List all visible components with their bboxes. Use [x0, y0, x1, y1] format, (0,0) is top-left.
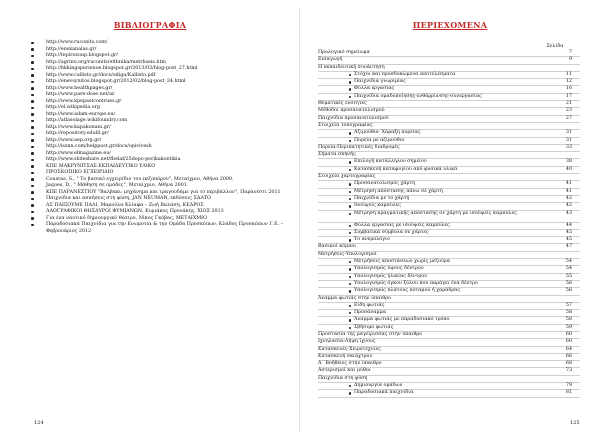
toc-entry-label: Α΄ Βοήθειες στην ύπαιθρο	[318, 361, 382, 367]
bullet-icon	[349, 169, 351, 171]
bullet-icon	[349, 319, 351, 321]
bibliography-entry-text: http://atlasolage.wikifoundry.com	[46, 118, 128, 123]
toc-entry-label: Άναμμα φωτιάς στην ύπαιθρο	[318, 295, 391, 301]
toc-entry-label: Στόχοι και προσδοκώμενα αποτελέσματα	[354, 71, 456, 77]
toc-entry-label: Μέτρηση απόστασης πάνω σε χάρτη	[354, 188, 443, 194]
bullet-icon	[31, 74, 34, 77]
toc-entry-page: 79	[565, 383, 572, 389]
toc-entry-page: 31	[565, 130, 572, 136]
toc-row	[318, 288, 580, 295]
bibliography-entry-text: ΠΡΟΣΚΟΠΙΚΟ ΕΓΧΕΙΡΙΔΙΟ	[46, 170, 114, 175]
toc-row	[318, 317, 580, 324]
bullet-icon	[349, 183, 351, 185]
bullet-icon	[31, 81, 34, 84]
toc-entry-page: 55	[565, 273, 572, 279]
bullet-icon	[349, 261, 351, 263]
toc-entry-page: 42	[565, 195, 572, 201]
bullet-icon	[31, 217, 34, 220]
bibliography-entry-text: http://issnn.com/helppost.gr/docs/opivivesh	[46, 144, 152, 149]
bullet-icon	[31, 191, 34, 194]
toc-entry-page: 16	[565, 86, 572, 92]
bibliography-entry-text: ΛΑΟΓΡΑΦΙΚΟΙ ΘΗΣΑΥΡΟΙ ΦΥΜΙΑΝΩΝ, Κυριάκος Προυάκης, ΧΙΟΣ 2013	[46, 209, 224, 214]
bullet-icon	[31, 48, 34, 51]
bullet-icon	[31, 126, 34, 129]
toc-entry-page: 59	[565, 324, 572, 330]
toc-entry-page: 21	[565, 101, 572, 107]
bullet-icon	[31, 42, 34, 45]
bullet-icon	[31, 120, 34, 123]
bibliography-entry-text: http://www.slideshare.net/fbelaf/25dopo-porikakontikia	[46, 157, 181, 162]
toc-entry-label: Προσάναμμα	[354, 310, 387, 316]
toc-entry-label: Είδη φωτιάς	[354, 302, 385, 308]
bullet-icon	[31, 139, 34, 142]
bullet-icon	[349, 392, 351, 394]
bullet-icon	[31, 198, 34, 201]
toc-row	[318, 145, 580, 152]
bullet-icon	[349, 239, 351, 241]
toc-entry-label: Στοιχεία τοπογραφίας	[318, 122, 373, 128]
toc-entry-label: Φύλλα εργασίας	[354, 86, 395, 92]
toc-entry-label: Υπολογισμός ηλικίας δέντρου	[354, 273, 428, 279]
toc-row	[318, 65, 580, 72]
toc-row	[318, 159, 580, 166]
bullet-icon	[31, 87, 34, 90]
bullet-icon	[31, 68, 34, 71]
toc-entry-label: Η εκπαιδευτική συνάντηση	[318, 64, 385, 70]
bullet-icon	[31, 55, 34, 58]
toc-entry-page: 60	[565, 331, 572, 337]
toc-entry-page: 58	[565, 310, 572, 316]
toc-entry-page: 12	[565, 79, 572, 85]
toc-entry-page: 41	[565, 188, 572, 194]
toc-entry-label: Πορεία με αζιμούθιο	[354, 137, 405, 143]
bullet-icon	[349, 132, 351, 134]
toc-row	[318, 303, 580, 310]
toc-entry-page: 54	[565, 266, 572, 272]
toc-row	[318, 57, 580, 64]
table-of-contents	[318, 50, 580, 398]
bibliography-entry	[28, 222, 290, 235]
toc-entry-label: Πορεία-Περιπατητικές διαδρομές	[318, 144, 400, 150]
toc-row	[318, 130, 580, 137]
toc-row	[318, 94, 580, 101]
toc-row	[318, 211, 580, 223]
toc-entry-page: 81	[565, 390, 572, 396]
toc-entry-label: Μέτρηση πραγματικής απόστασης σε χάρτη με ισοϋψείς καμπύλες	[354, 210, 517, 216]
toc-entry-label: Μετρήσεις-Υπολογισμοί	[318, 251, 377, 257]
toc-entry-page: 58	[565, 317, 572, 323]
bibliography-entry-text: http://www.elmagazine.eu/	[46, 150, 111, 156]
toc-entry-label: Παιχνίδια ομαδοποίησης-ενθάρρυνσης-συνεργασίας	[354, 93, 482, 99]
toc-entry-page: 9	[568, 57, 572, 63]
bullet-icon	[349, 312, 351, 314]
toc-entry-label: Υπολογισμός όγκου ξύλου που παράγει ένα δέντρο	[354, 280, 478, 286]
toc-row	[318, 86, 580, 93]
bullet-icon	[349, 140, 351, 142]
toc-row	[318, 347, 580, 354]
toc-row	[318, 296, 580, 303]
toc-entry-label: Φύλλα εργασίας με ισοϋψείς καμπύλες	[354, 222, 450, 228]
bibliography-title: ΒΙΒΛΙΟΓΡΑΦΙΑ	[113, 20, 187, 30]
toc-entry-page: 68	[565, 361, 572, 367]
bullet-icon	[31, 224, 34, 227]
bullet-icon	[349, 276, 351, 278]
toc-entry-page: 47	[565, 244, 572, 250]
bullet-icon	[31, 152, 34, 155]
toc-entry-page: 56	[565, 280, 572, 286]
bibliography-entry-text: http://repository.edulll.gr/	[46, 131, 109, 136]
bibliography-entry-text: http://hkkingsperienoe.blogspot.gr/2013/03/blog-post_27.html	[46, 66, 198, 71]
bullet-icon	[349, 81, 351, 83]
toc-row	[318, 252, 580, 259]
bullet-icon	[349, 225, 351, 227]
contents-title: ΠΕΡΙΕΧΟΜΕΝΑ	[412, 20, 488, 30]
toc-entry-page: 33	[565, 144, 572, 150]
bullet-icon	[31, 178, 34, 181]
bullet-icon	[349, 213, 351, 215]
toc-entry-label: Στοιχεία χαρτογραφίας	[318, 174, 376, 180]
bibliography-entry-text: Παιχνίδια και ασκήσεις στη φύση, JAN NEUMAN, εκδόσεις ΣΑΛΤΟ	[46, 196, 211, 201]
toc-entry-page: 31	[565, 137, 572, 143]
toc-row	[318, 244, 580, 251]
toc-row	[318, 266, 580, 273]
bibliography-entry-text: http://www.kapakonani.gr/	[46, 124, 111, 130]
toc-entry-page: 60	[565, 339, 572, 345]
bullet-icon	[349, 205, 351, 207]
toc-entry-label: Αστερισμοί και μύθοι	[318, 368, 371, 374]
bibliography-entry-text: Cousras, S., " Το βασικό εγχειρίδιο του πεζοπόρου", Μεταίχμιο, Αθήνα 2000.	[46, 176, 234, 182]
toc-entry-page: 45	[565, 237, 572, 243]
left-page-number: 124	[34, 420, 44, 426]
toc-entry-label: Υπολογισμός πλάτους ποταμού ή χαράδρας	[354, 288, 461, 294]
bullet-icon	[31, 165, 34, 168]
bullet-icon	[31, 185, 34, 188]
toc-row	[318, 325, 580, 332]
bullet-icon	[31, 146, 34, 149]
toc-entry-label: Ιχνηλασία-Λήψη ίχνους	[318, 339, 376, 345]
toc-row	[318, 189, 580, 196]
toc-entry-page: 44	[565, 222, 572, 228]
bullet-icon	[31, 211, 34, 214]
bullet-icon	[31, 94, 34, 97]
toc-entry-page: 38	[565, 159, 572, 165]
toc-entry-label: Αζιμούθιο- Χάραξη πορείας	[354, 130, 421, 136]
bullet-icon	[349, 74, 351, 76]
bibliography-entry-text: Παραδοσιακά Παιχνίδια για την Ενωμοτία & την Ομάδα Προσκόπων, Κλάδος Προσκόπων Γ.Ε. – Φεβρουάριος 2012	[46, 222, 284, 234]
bibliography-entry-text: http://enskanalas.gr/	[46, 46, 97, 52]
toc-entry-label: Κατασκευές-Χειροτεχνίες	[318, 346, 381, 352]
toc-row	[318, 390, 580, 397]
bibliography-entry-text: http://enevsynitos.blogspot.gr/2012/02/blog-post_24.html	[46, 79, 186, 84]
toc-entry-page: 64	[565, 346, 572, 352]
bibliography-entry-text: http://el.wikipedia.org	[46, 105, 100, 110]
toc-entry-page: 42	[565, 203, 572, 209]
bullet-icon	[349, 290, 351, 292]
toc-entry-label: Εισαγωγή	[318, 57, 343, 63]
toc-entry-label: Προσανατολισμός χάρτη	[354, 181, 416, 187]
bullet-icon	[349, 283, 351, 285]
toc-entry-page: 11	[565, 71, 572, 77]
toc-entry-page: 41	[565, 181, 572, 187]
toc-entry-label: Δημιουργία ομάδων	[354, 383, 403, 389]
bullet-icon	[349, 385, 351, 387]
bibliography-list	[28, 40, 290, 235]
toc-entry-page: 66	[565, 353, 572, 359]
bullet-icon	[349, 327, 351, 329]
toc-entry-label: Άναμμα φωτιάς με παραδοσιακό τρόπο	[354, 317, 450, 323]
bibliography-entry-text: ΚΠΕ ΠΑΡΑΝΕΣΤΙΟΥ "Βαλβακι: μηχάνημα και τραγουδάμε για το περιβάλλον", Παρανέστι 2011	[46, 189, 281, 195]
toc-entry-label: Θεματικές ενότητες	[318, 101, 367, 107]
bibliography-entry-text: http://www.healthpages.gr/	[46, 85, 113, 91]
bibliography-entry-text: Jaques, D., " Μάθηση σε ομάδες", Μεταίχμιο, Αθήνα 2001.	[46, 183, 189, 188]
toc-entry-page: 43	[565, 210, 572, 216]
bibliography-entry-text: http://www.pare-dose.net/az	[46, 92, 115, 97]
toc-entry-label: Κατασκευή σκιάχτρου	[318, 353, 373, 359]
bibliography-entry-text: http://www.kpepastcontrues.gr	[46, 98, 122, 104]
toc-entry-label: Παραδοσιακά παιχνίδια	[354, 390, 414, 396]
toc-entry-label: Υπολογισμός ύψους δέντρου	[354, 266, 424, 272]
toc-entry-page: 27	[565, 115, 572, 121]
bibliography-entry-text: ΚΠΕ ΜΑΚΡΥΝΙΤΣΑΣ-ΕΚΠΑΙΔΕΥΤΙΚΟ ΥΛΙΚΟ	[46, 163, 156, 169]
toc-row	[318, 223, 580, 230]
toc-row	[318, 368, 580, 375]
bibliography-entry-text: http://www.callisto.gr/docs/odiga/Kallisto.pdf	[46, 72, 156, 78]
toc-row	[318, 167, 580, 174]
toc-entry-page: 54	[565, 259, 572, 265]
bullet-icon	[349, 305, 351, 307]
toc-entry-label: Παιχνίδια προσανατολισμού	[318, 115, 389, 121]
toc-entry-label: Παιχνίδια με το χάρτη	[354, 195, 410, 201]
toc-entry-label: Συμβατικά σύμβολα σε χάρτες	[354, 229, 429, 235]
page-column-header: Σελίδα	[546, 44, 564, 49]
bullet-icon	[31, 61, 34, 64]
bibliography-entry-text: http://www.aep.org.gr/	[46, 137, 102, 143]
toc-entry-label: Μέθοδοι προσανατολισμού	[318, 108, 385, 114]
toc-entry-label: Παιχνίδια στη φύση	[318, 375, 368, 381]
toc-entry-label: Επιλογή κατάλληλου σημείου	[354, 159, 427, 165]
toc-entry-label: Παιχνίδια γνωριμίας	[354, 79, 406, 85]
toc-row	[318, 237, 580, 244]
toc-entry-page: 17	[565, 93, 572, 99]
toc-entry-page: 57	[565, 302, 572, 308]
bullet-icon	[349, 232, 351, 234]
toc-entry-label: Προλογικό σημείωμα	[318, 50, 370, 55]
bullet-icon	[31, 172, 34, 175]
bullet-icon	[349, 268, 351, 270]
toc-row	[318, 116, 580, 123]
toc-row	[318, 274, 580, 281]
bibliography-entry-text: http://www.ruconits.com/	[46, 40, 108, 45]
toc-entry-page: 23	[565, 108, 572, 114]
toc-entry-page: 45	[565, 229, 572, 235]
right-page-number: 125	[570, 420, 580, 426]
toc-row	[318, 376, 580, 383]
bullet-icon	[31, 133, 34, 136]
toc-entry-page: 56	[565, 288, 572, 294]
toc-row	[318, 203, 580, 210]
bibliography-entry-text: ΑΣ ΠΑΙΞΟΥΜΕ ΠΑΛΙ, Μαρούλα Κλίαφα – Ζωή Βαλάση, ΚΕΔΡΟΣ	[46, 202, 204, 208]
toc-row	[318, 138, 580, 145]
toc-row	[318, 50, 580, 57]
toc-entry-page: 40	[565, 166, 572, 172]
bullet-icon	[349, 191, 351, 193]
bibliography-entry-text: http://agrino.org/ruconits/elthnika/metrhseis.htm	[46, 59, 166, 65]
toc-entry-label: Το ανεμολόγιο	[354, 237, 390, 243]
bullet-icon	[31, 159, 34, 162]
toc-entry-label: Βασικοί κόμποι	[318, 244, 357, 250]
toc-row	[318, 181, 580, 188]
toc-entry-label: Προστασία της μαγείρισσας στην ύπαιθρο	[318, 331, 423, 337]
toc-entry-label: Σήματα σκηνής	[318, 152, 356, 158]
toc-row	[318, 339, 580, 346]
toc-entry-page: 73	[565, 368, 572, 374]
bullet-icon	[349, 161, 351, 163]
toc-entry-page: 7	[568, 50, 572, 55]
toc-entry-label: Μετρήσεις αποστάσεων χωρίς μεζούρα	[354, 259, 450, 265]
toc-entry-label: Ισοϋψείς καμπύλες	[354, 203, 401, 209]
toc-entry-label: Σβήσιμο φωτιάς	[354, 324, 394, 330]
bibliography-entry-text: http://tepirozoup.blogspot.gr/	[46, 53, 118, 58]
bullet-icon	[349, 88, 351, 90]
bullet-icon	[31, 100, 34, 103]
bullet-icon	[31, 107, 34, 110]
bullet-icon	[349, 96, 351, 98]
bullet-icon	[31, 204, 34, 207]
bibliography-entry-text: http://www.adam-europe.eu/	[46, 111, 116, 117]
bullet-icon	[349, 198, 351, 200]
toc-entry-label: Κατασκευή καταφυγίου από φυσικά υλικά	[354, 166, 458, 172]
bullet-icon	[31, 113, 34, 116]
toc-row	[318, 108, 580, 115]
bibliography-entry-text: Για ένα ναυτικό δημιουργικό θέατρο, Νίκος Γκόβας, ΜΕΤΑΙΧΜΙΟ	[46, 215, 207, 221]
